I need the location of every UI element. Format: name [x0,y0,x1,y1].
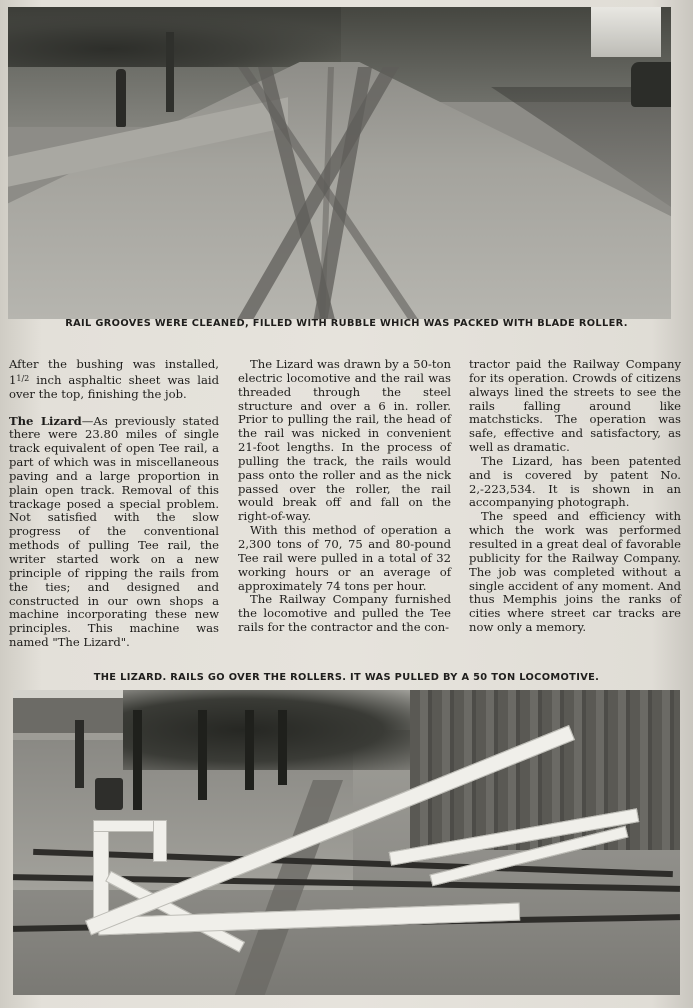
photo-barrel [95,778,123,810]
bottom-photo-caption: THE LIZARD. RAILS GO OVER THE ROLLERS. IT WAS PULLED BY A 50 TON LOCOMOTIVE. [93,672,600,683]
machine-frame-bar [153,820,167,862]
photo-tree-trunk [278,710,287,785]
photo-building [13,698,123,733]
paragraph: The speed and efficiency with which the work was performed resulted in a great deal of favorable publicity for the Railway Company. The job was completed without a single accident of any moment. And thus Memphis joins the ranks of cities where street car tracks are now only a memory. [469,509,681,635]
paragraph: The Lizard, has been patented and is covered by patent No. 2,-223,534. It is shown in an accompanying photograph. [469,453,681,510]
machine-frame-bar [93,820,155,832]
paragraph: tractor paid the Railway Company for its operation. Crowds of citizens always lined the streets to see the rails falling around like matchsticks. The operation was safe, effective and satisfactory, as well as dramatic. [469,357,681,455]
fraction: 1/2 [16,373,30,383]
section-subhead: The Lizard [9,413,82,428]
paragraph: With this method of operation a 2,300 tons of 70, 75 and 80-pound Tee rail were pulled in a total of 32 working hours or an average of approximately 74 tons per hour. [238,523,451,593]
text-column-3 [469,358,681,635]
photo-pole [166,32,174,112]
paragraph: After the bushing was installed, $1^{1/2}$ inch asphaltic sheet was laid over the top, finishing the job. [9,357,219,401]
text-column-1 [9,358,219,650]
photo-tree-trunk [198,710,207,800]
photo-tree-trunk [245,710,254,790]
paragraph: The Lizard—As previously stated there were 23.80 miles of single track equivalent of open Tee rail, a part of which was in miscellaneous paving and a large proportion in plain open track. Removal of this trackage posed a special problem. Not satisfied with the slow progress of the conventional methods of pulling Tee rail, the writer started work on a new principle of ripping the rails from the ties; and designed and constructed in our own shops a machine incorporating these new principles. This machine was named "The Lizard". [9,413,219,650]
photo-trees [123,690,423,770]
lizard-machine-photo [13,690,680,995]
photo-tree-trunk [133,710,142,810]
rail-grooves-photo [8,7,671,319]
machine-frame-bar [93,820,109,922]
top-photo-caption: RAIL GROOVES WERE CLEANED, FILLED WITH RUBBLE WHICH WAS PACKED WITH BLADE ROLLER. [65,318,628,329]
photo-house [591,7,661,57]
photo-post [75,720,84,788]
photo-pedestrian [116,69,126,127]
paragraph: The Railway Company furnished the locomotive and pulled the Tee rails for the contractor and the con- [238,592,451,635]
lizard-machine [68,810,648,940]
photo-car [631,62,671,107]
paragraph: The Lizard was drawn by a 50-ton electric locomotive and the rail was threaded through the steel structure and over a 6 in. roller. Prior to pulling the rail, the head of the rail was nicked in convenient 21-foot lengths. In the process of pulling the track, the rails would pass onto the roller and as the nick passed over the roller, the rail would break off and fall on the right-of-way. [238,357,451,524]
text-column-2 [238,358,451,635]
